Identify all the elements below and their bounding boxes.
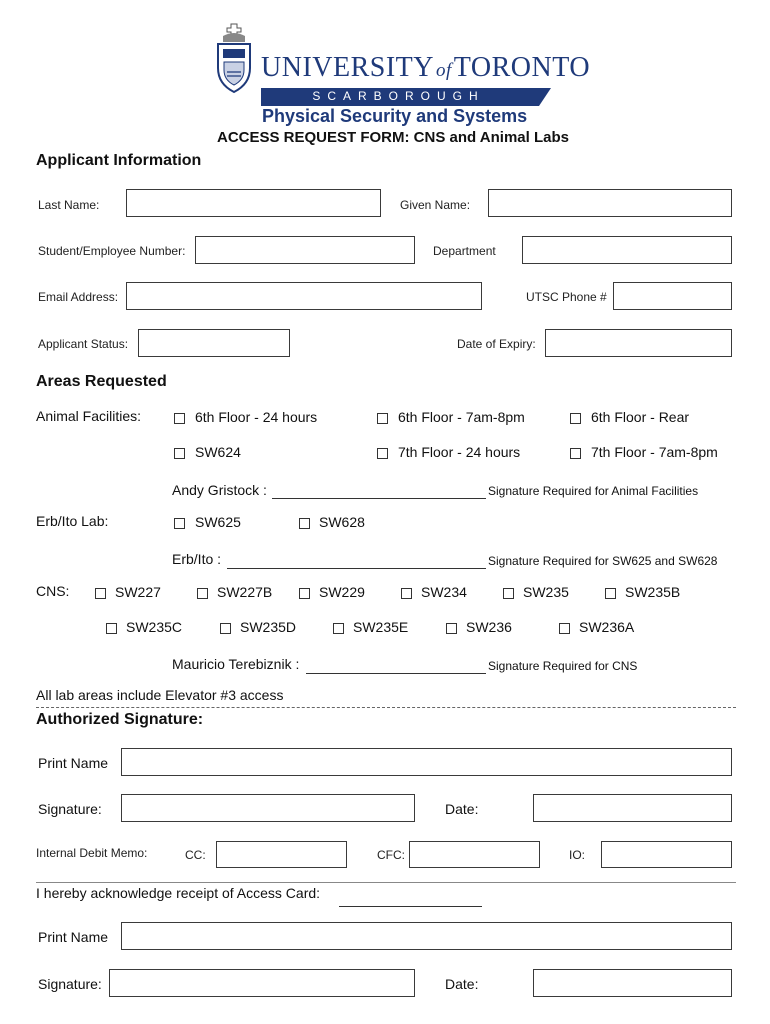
email-label: Email Address: xyxy=(38,290,119,304)
erb-approver-signature-line[interactable] xyxy=(227,568,486,569)
given-name-label: Given Name: xyxy=(400,198,471,212)
cns-label: CNS: xyxy=(36,583,70,599)
cfc-label: CFC: xyxy=(377,848,405,862)
animal-signature-note: Signature Required for Animal Facilities xyxy=(488,484,699,498)
option-sw625: SW625 xyxy=(195,514,241,530)
cns-approver-label: Mauricio Terebiznik : xyxy=(172,656,300,672)
checkbox-sw234[interactable] xyxy=(401,588,412,599)
checkbox-sw235e[interactable] xyxy=(333,623,344,634)
student-number-label: Student/Employee Number: xyxy=(38,244,186,258)
cns-approver-signature-line[interactable] xyxy=(306,673,486,674)
auth-date-label: Date: xyxy=(445,801,479,817)
ack-signature-line[interactable] xyxy=(339,906,482,907)
option-7th-floor-24h: 7th Floor - 24 hours xyxy=(398,444,521,460)
option-sw236: SW236 xyxy=(466,619,512,635)
receipt-print-name-label: Print Name xyxy=(38,929,109,945)
receipt-signature-field[interactable] xyxy=(109,969,415,997)
form-title: ACCESS REQUEST FORM: CNS and Animal Labs xyxy=(217,129,569,146)
checkbox-7th-floor-24h[interactable] xyxy=(377,448,388,459)
cc-field[interactable] xyxy=(216,841,347,868)
erb-ito-label: Erb/Ito Lab: xyxy=(36,513,109,529)
option-sw235: SW235 xyxy=(523,584,569,600)
checkbox-sw227b[interactable] xyxy=(197,588,208,599)
option-sw234: SW234 xyxy=(421,584,467,600)
receipt-divider xyxy=(36,882,736,883)
receipt-signature-label: Signature: xyxy=(38,976,102,992)
status-label: Applicant Status: xyxy=(38,337,129,351)
wordmark-of: of xyxy=(436,60,452,81)
option-sw236a: SW236A xyxy=(579,619,635,635)
phone-field[interactable] xyxy=(613,282,732,310)
university-wordmark xyxy=(261,52,590,84)
elevator-note: All lab areas include Elevator #3 access xyxy=(36,687,284,703)
option-6th-floor-rear: 6th Floor - Rear xyxy=(591,409,690,425)
status-field[interactable] xyxy=(138,329,290,357)
last-name-label: Last Name: xyxy=(38,198,100,212)
checkbox-sw235[interactable] xyxy=(503,588,514,599)
campus-banner xyxy=(261,88,551,106)
checkbox-sw628[interactable] xyxy=(299,518,310,529)
erb-signature-note: Signature Required for SW625 and SW628 xyxy=(488,554,718,568)
auth-print-name-label: Print Name xyxy=(38,755,109,771)
phone-label: UTSC Phone # xyxy=(526,290,607,304)
areas-heading: Areas Requested xyxy=(36,373,167,390)
department-field[interactable] xyxy=(522,236,732,264)
wordmark-toronto: TORONTO xyxy=(453,52,591,83)
io-field[interactable] xyxy=(601,841,732,868)
receipt-print-name-field[interactable] xyxy=(121,922,732,950)
cc-label: CC: xyxy=(185,848,206,862)
auth-print-name-field[interactable] xyxy=(121,748,732,776)
campus-name: SCARBOROUGH xyxy=(312,89,485,103)
receipt-date-field[interactable] xyxy=(533,969,732,997)
checkbox-sw625[interactable] xyxy=(174,518,185,529)
option-6th-floor-7am: 6th Floor - 7am-8pm xyxy=(398,409,525,425)
io-label: IO: xyxy=(569,848,586,862)
expiry-field[interactable] xyxy=(545,329,732,357)
option-7th-floor-7am: 7th Floor - 7am-8pm xyxy=(591,444,718,460)
checkbox-sw236[interactable] xyxy=(446,623,457,634)
checkbox-6th-floor-24h[interactable] xyxy=(174,413,185,424)
checkbox-sw236a[interactable] xyxy=(559,623,570,634)
checkbox-6th-floor-rear[interactable] xyxy=(570,413,581,424)
cns-signature-note: Signature Required for CNS xyxy=(488,659,638,673)
department-label: Department xyxy=(433,244,496,258)
receipt-date-label: Date: xyxy=(445,976,479,992)
option-6th-floor-24h: 6th Floor - 24 hours xyxy=(195,409,318,425)
option-sw227: SW227 xyxy=(115,584,161,600)
option-sw235d: SW235D xyxy=(240,619,297,635)
option-sw235c: SW235C xyxy=(126,619,183,635)
option-sw624: SW624 xyxy=(195,444,241,460)
expiry-label: Date of Expiry: xyxy=(457,337,536,351)
applicant-heading: Applicant Information xyxy=(36,152,202,169)
email-field[interactable] xyxy=(126,282,482,310)
auth-signature-field[interactable] xyxy=(121,794,415,822)
animal-approver-label: Andy Gristock : xyxy=(172,482,267,498)
checkbox-sw229[interactable] xyxy=(299,588,310,599)
option-sw229: SW229 xyxy=(319,584,365,600)
option-sw628: SW628 xyxy=(319,514,365,530)
last-name-field[interactable] xyxy=(126,189,381,217)
checkbox-sw235d[interactable] xyxy=(220,623,231,634)
university-crest-logo xyxy=(215,22,253,94)
checkbox-sw624[interactable] xyxy=(174,448,185,459)
option-sw235e: SW235E xyxy=(353,619,409,635)
given-name-field[interactable] xyxy=(488,189,732,217)
student-number-field[interactable] xyxy=(195,236,415,264)
checkbox-sw235c[interactable] xyxy=(106,623,117,634)
cfc-field[interactable] xyxy=(409,841,540,868)
checkbox-6th-floor-7am[interactable] xyxy=(377,413,388,424)
auth-signature-label: Signature: xyxy=(38,801,102,817)
option-sw227b: SW227B xyxy=(217,584,273,600)
authorized-heading: Authorized Signature: xyxy=(36,711,204,728)
checkbox-sw235b[interactable] xyxy=(605,588,616,599)
ack-label: I hereby acknowledge receipt of Access Card: xyxy=(36,885,321,901)
animal-facilities-label: Animal Facilities: xyxy=(36,408,142,424)
auth-date-field[interactable] xyxy=(533,794,732,822)
animal-approver-signature-line[interactable] xyxy=(272,498,486,499)
wordmark-university: UNIVERSITY xyxy=(261,52,434,83)
checkbox-7th-floor-7am[interactable] xyxy=(570,448,581,459)
department-title: Physical Security and Systems xyxy=(262,106,528,126)
erb-approver-label: Erb/Ito : xyxy=(172,551,222,567)
checkbox-sw227[interactable] xyxy=(95,588,106,599)
debit-memo-label: Internal Debit Memo: xyxy=(36,846,148,860)
option-sw235b: SW235B xyxy=(625,584,681,600)
section-divider xyxy=(36,707,736,708)
